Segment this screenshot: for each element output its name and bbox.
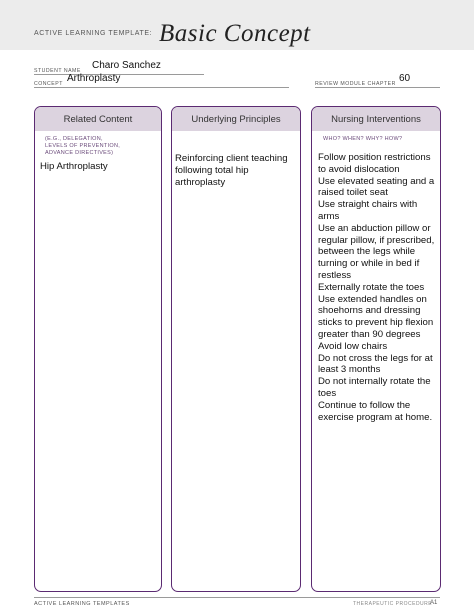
template-label: ACTIVE LEARNING TEMPLATE: xyxy=(34,30,153,37)
intervention-line: Use an abduction pillow or xyxy=(318,222,431,234)
intervention-line: to avoid dislocation xyxy=(318,163,400,175)
nursing-interventions-heading: Nursing Interventions xyxy=(312,107,440,131)
review-module-underline xyxy=(315,87,440,88)
related-content-heading: Related Content xyxy=(35,107,161,131)
related-content-hint-3: ADVANCE DIRECTIVES) xyxy=(45,150,114,156)
related-content-text[interactable]: Hip Arthroplasty xyxy=(40,161,108,172)
footer-divider xyxy=(34,597,440,598)
nursing-interventions-list[interactable] xyxy=(312,143,440,423)
underlying-principles-line-1[interactable]: Reinforcing client teaching xyxy=(175,153,288,164)
intervention-line: sticks to prevent hip flexion xyxy=(318,317,434,329)
intervention-line: greater than 90 degrees xyxy=(318,328,421,340)
intervention-line: turning or while in bed if xyxy=(318,258,420,270)
footer-right-label: THERAPEUTIC PROCEDURE xyxy=(353,601,433,607)
intervention-line: toes xyxy=(318,387,337,399)
concept-value[interactable]: Arthroplasty xyxy=(67,73,121,84)
review-module-label: REVIEW MODULE CHAPTER xyxy=(315,81,396,87)
intervention-line: Do not internally rotate the xyxy=(318,376,431,388)
intervention-line: Continue to follow the xyxy=(318,399,411,411)
intervention-line: Avoid low chairs xyxy=(318,340,388,352)
intervention-line: raised toilet seat xyxy=(318,187,388,199)
related-content-hint-2: LEVELS OF PREVENTION, xyxy=(45,143,121,149)
intervention-line: between the legs while xyxy=(318,246,416,258)
intervention-line: Externally rotate the toes xyxy=(318,281,425,293)
intervention-line: Use extended handles on xyxy=(318,293,427,305)
intervention-line: Follow position restrictions xyxy=(318,152,431,163)
intervention-line: restless xyxy=(318,269,352,281)
footer-left-label: ACTIVE LEARNING TEMPLATES xyxy=(34,601,130,607)
student-name-label: STUDENT NAME xyxy=(34,68,81,74)
intervention-line: shoehorns and dressing xyxy=(318,305,421,317)
nursing-interventions-hint: WHO? WHEN? WHY? HOW? xyxy=(323,136,403,142)
intervention-line: arms xyxy=(318,210,340,222)
related-content-hint-1: (E.G., DELEGATION, xyxy=(45,136,103,142)
intervention-line: Use elevated seating and a xyxy=(318,175,435,187)
underlying-principles-box xyxy=(171,106,301,592)
concept-underline xyxy=(34,87,289,88)
underlying-principles-heading: Underlying Principles xyxy=(172,107,300,131)
underlying-principles-line-2[interactable]: following total hip arthroplasty xyxy=(175,164,249,188)
concept-label: CONCEPT xyxy=(34,81,63,87)
intervention-line: exercise program at home. xyxy=(318,411,433,423)
nursing-interventions-box xyxy=(311,106,441,592)
related-content-box xyxy=(34,106,162,592)
review-module-value[interactable]: 60 xyxy=(399,73,411,84)
intervention-line: Do not cross the legs for at xyxy=(318,352,433,364)
intervention-line: Use straight chairs with xyxy=(318,199,418,211)
page-title: Basic Concept xyxy=(159,20,311,47)
footer-page-number: A1 xyxy=(430,600,438,606)
student-name-value[interactable]: Charo Sanchez xyxy=(92,60,161,71)
intervention-line: least 3 months xyxy=(318,364,381,376)
intervention-line: regular pillow, if prescribed, xyxy=(318,234,435,246)
